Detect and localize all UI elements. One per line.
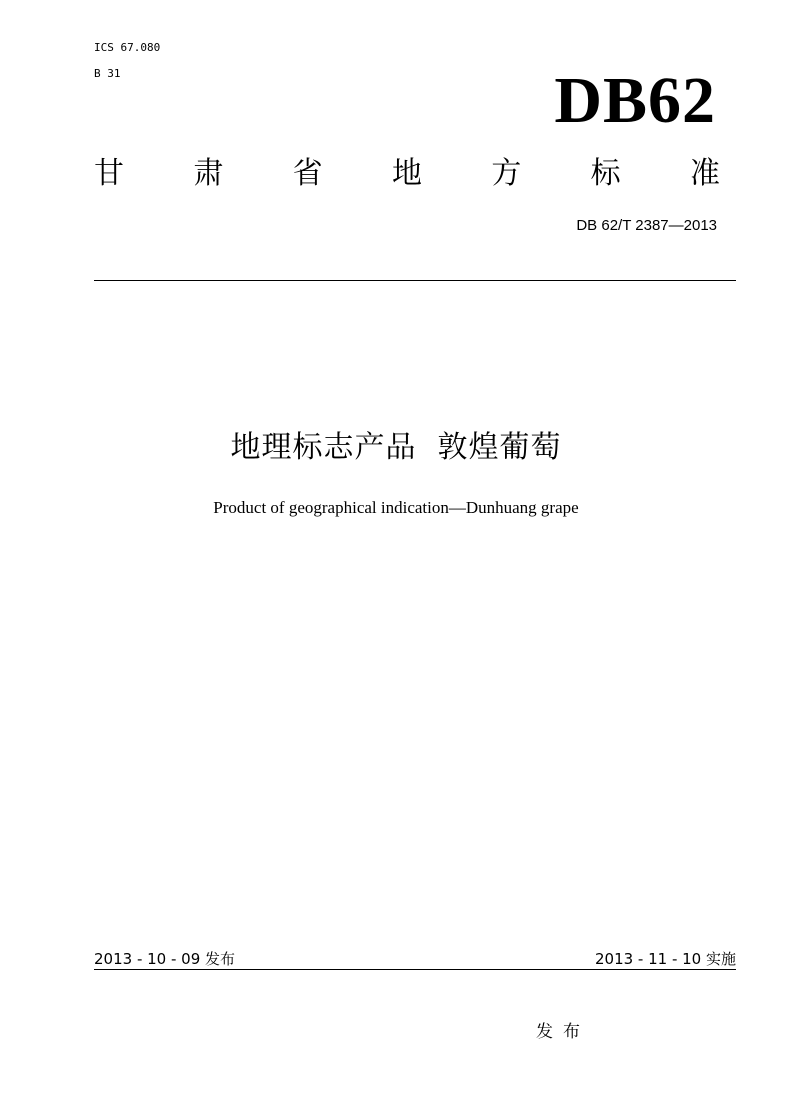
ccs-code: B 31 — [94, 67, 121, 80]
standard-class-char: 方 — [491, 156, 522, 191]
standard-class-char: 标 — [590, 156, 621, 191]
implement-date: 2013 - 11 - 10 实施 — [594, 950, 736, 968]
ics-code: ICS 67.080 — [94, 41, 161, 54]
db-logo: DB62 — [554, 64, 716, 137]
standard-class-char: 地 — [391, 156, 422, 191]
title-chinese: 地理标志产品 敦煌葡萄 — [230, 430, 562, 465]
standard-class-char: 甘 — [94, 156, 124, 191]
standard-class-char: 省 — [292, 156, 323, 191]
standard-class-heading — [94, 152, 720, 196]
standard-class-char: 准 — [689, 156, 720, 191]
standard-number: DB 62/T 2387—2013 — [576, 217, 717, 234]
standard-class-char: 肃 — [193, 156, 224, 191]
title-english: Product of geographical indication—Dunhuang grape — [213, 498, 579, 517]
issue-date: 2013 - 10 - 09 发布 — [94, 950, 236, 968]
footer-divider — [94, 969, 736, 970]
issuer-label: 发布 — [536, 1022, 590, 1042]
header-divider — [94, 280, 736, 281]
